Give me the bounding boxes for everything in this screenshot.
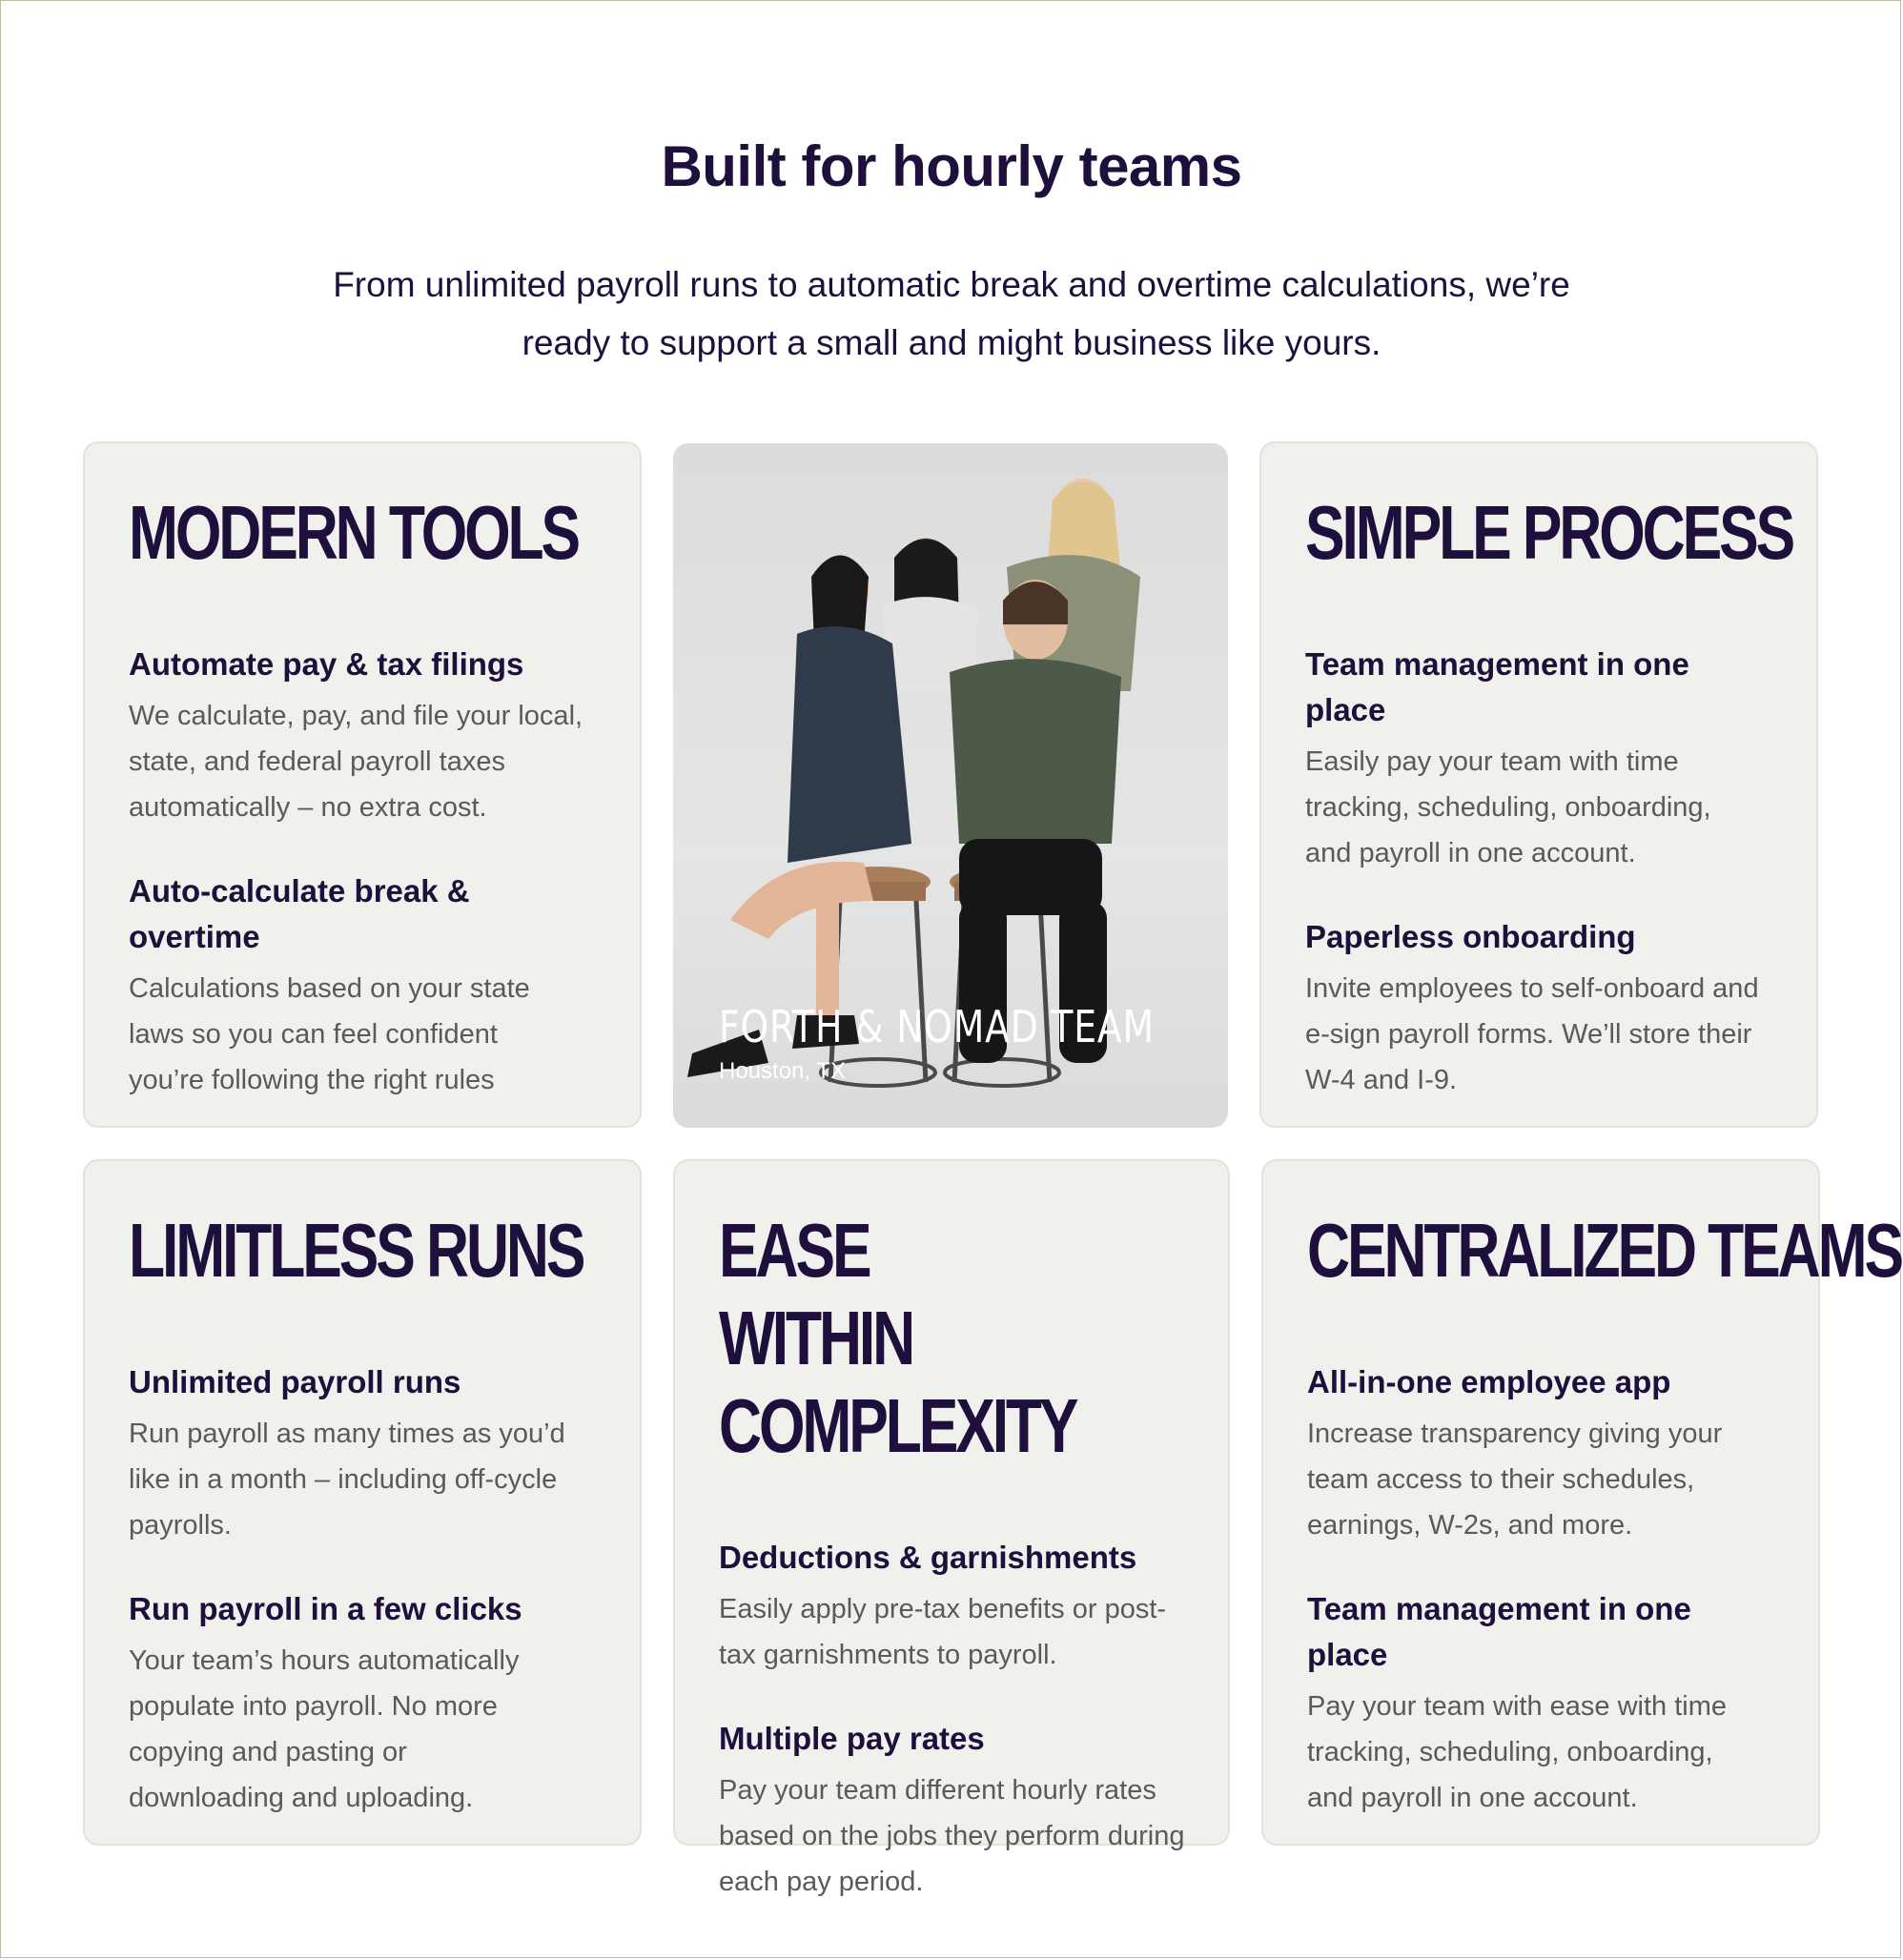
section-subtitle: From unlimited payroll runs to automatic break and overtime calculations, we’re ready to support a small and might business like yours.: [333, 265, 1570, 362]
section-title: Built for hourly teams: [661, 134, 1242, 198]
feature-description: Easily pay your team with time tracking, scheduling, onboarding, and payroll in one account.: [1305, 746, 1711, 868]
feature-description: Run payroll as many times as you’d like in a month – including off-cycle payrolls.: [129, 1419, 565, 1541]
feature-description: Invite employees to self-onboard and e-sign payroll forms. We’ll store their W-4 and I-9.: [1305, 973, 1759, 1095]
feature-unlimited-runs: [129, 1359, 596, 1548]
feature-title: Team management in one place: [1305, 646, 1689, 727]
feature-title: Deductions & garnishments: [719, 1540, 1137, 1575]
team-photo: [673, 443, 1228, 1128]
feature-paperless-onboarding: [1305, 914, 1772, 1103]
feature-multiple-pay-rates: [719, 1716, 1184, 1905]
card-limitless-runs: [83, 1159, 642, 1846]
feature-description: Pay your team different hourly rates based on the jobs they perform during each pay period.: [719, 1775, 1185, 1897]
feature-description: Pay your team with ease with time tracking, scheduling, onboarding, and payroll in one account.: [1307, 1691, 1728, 1813]
feature-deductions: [719, 1535, 1184, 1678]
feature-description: We calculate, pay, and file your local, state, and federal payroll taxes automatically – no extra cost.: [129, 701, 583, 823]
feature-title: Automate pay & tax filings: [129, 646, 524, 682]
feature-title: Multiple pay rates: [719, 1721, 985, 1756]
feature-employee-app: [1307, 1359, 1774, 1548]
feature-title: Unlimited payroll runs: [129, 1364, 461, 1399]
feature-title: Paperless onboarding: [1305, 919, 1636, 954]
feature-description: Your team’s hours automatically populate into payroll. No more copying and pasting or downloading and uploading.: [129, 1645, 520, 1813]
card-heading: EASE WITHIN COMPLEXITY: [719, 1208, 1076, 1468]
card-simple-process: [1259, 441, 1818, 1128]
feature-team-management: [1305, 642, 1772, 876]
card-heading: CENTRALIZED TEAMS: [1307, 1208, 1901, 1293]
card-modern-tools: [83, 441, 642, 1128]
card-ease-within-complexity: [673, 1159, 1230, 1897]
feature-description: Calculations based on your state laws so you can feel confident you’re following the right rules: [129, 973, 530, 1095]
photo-caption: FORTH & NOMAD TEAM: [719, 1001, 1155, 1052]
card-heading: LIMITLESS RUNS: [129, 1208, 583, 1293]
feature-description: Increase transparency giving your team access to their schedules, earnings, W-2s, and more.: [1307, 1419, 1723, 1541]
feature-auto-calculate: [129, 868, 596, 1103]
feature-title: Team management in one place: [1307, 1591, 1691, 1672]
feature-title: All-in-one employee app: [1307, 1364, 1671, 1399]
feature-few-clicks: [129, 1586, 596, 1821]
feature-title: Run payroll in a few clicks: [129, 1591, 522, 1626]
feature-automate-pay: [129, 642, 596, 830]
card-centralized-teams: [1261, 1159, 1901, 1846]
feature-team-management-2: [1307, 1586, 1774, 1821]
photo-location: Houston, TX: [719, 1058, 846, 1084]
card-heading: MODERN TOOLS: [129, 490, 579, 575]
card-heading: SIMPLE PROCESS: [1305, 490, 1793, 575]
feature-description: Easily apply pre-tax benefits or post-tax garnishments to payroll.: [719, 1594, 1167, 1670]
feature-title: Auto-calculate break & overtime: [129, 873, 470, 954]
